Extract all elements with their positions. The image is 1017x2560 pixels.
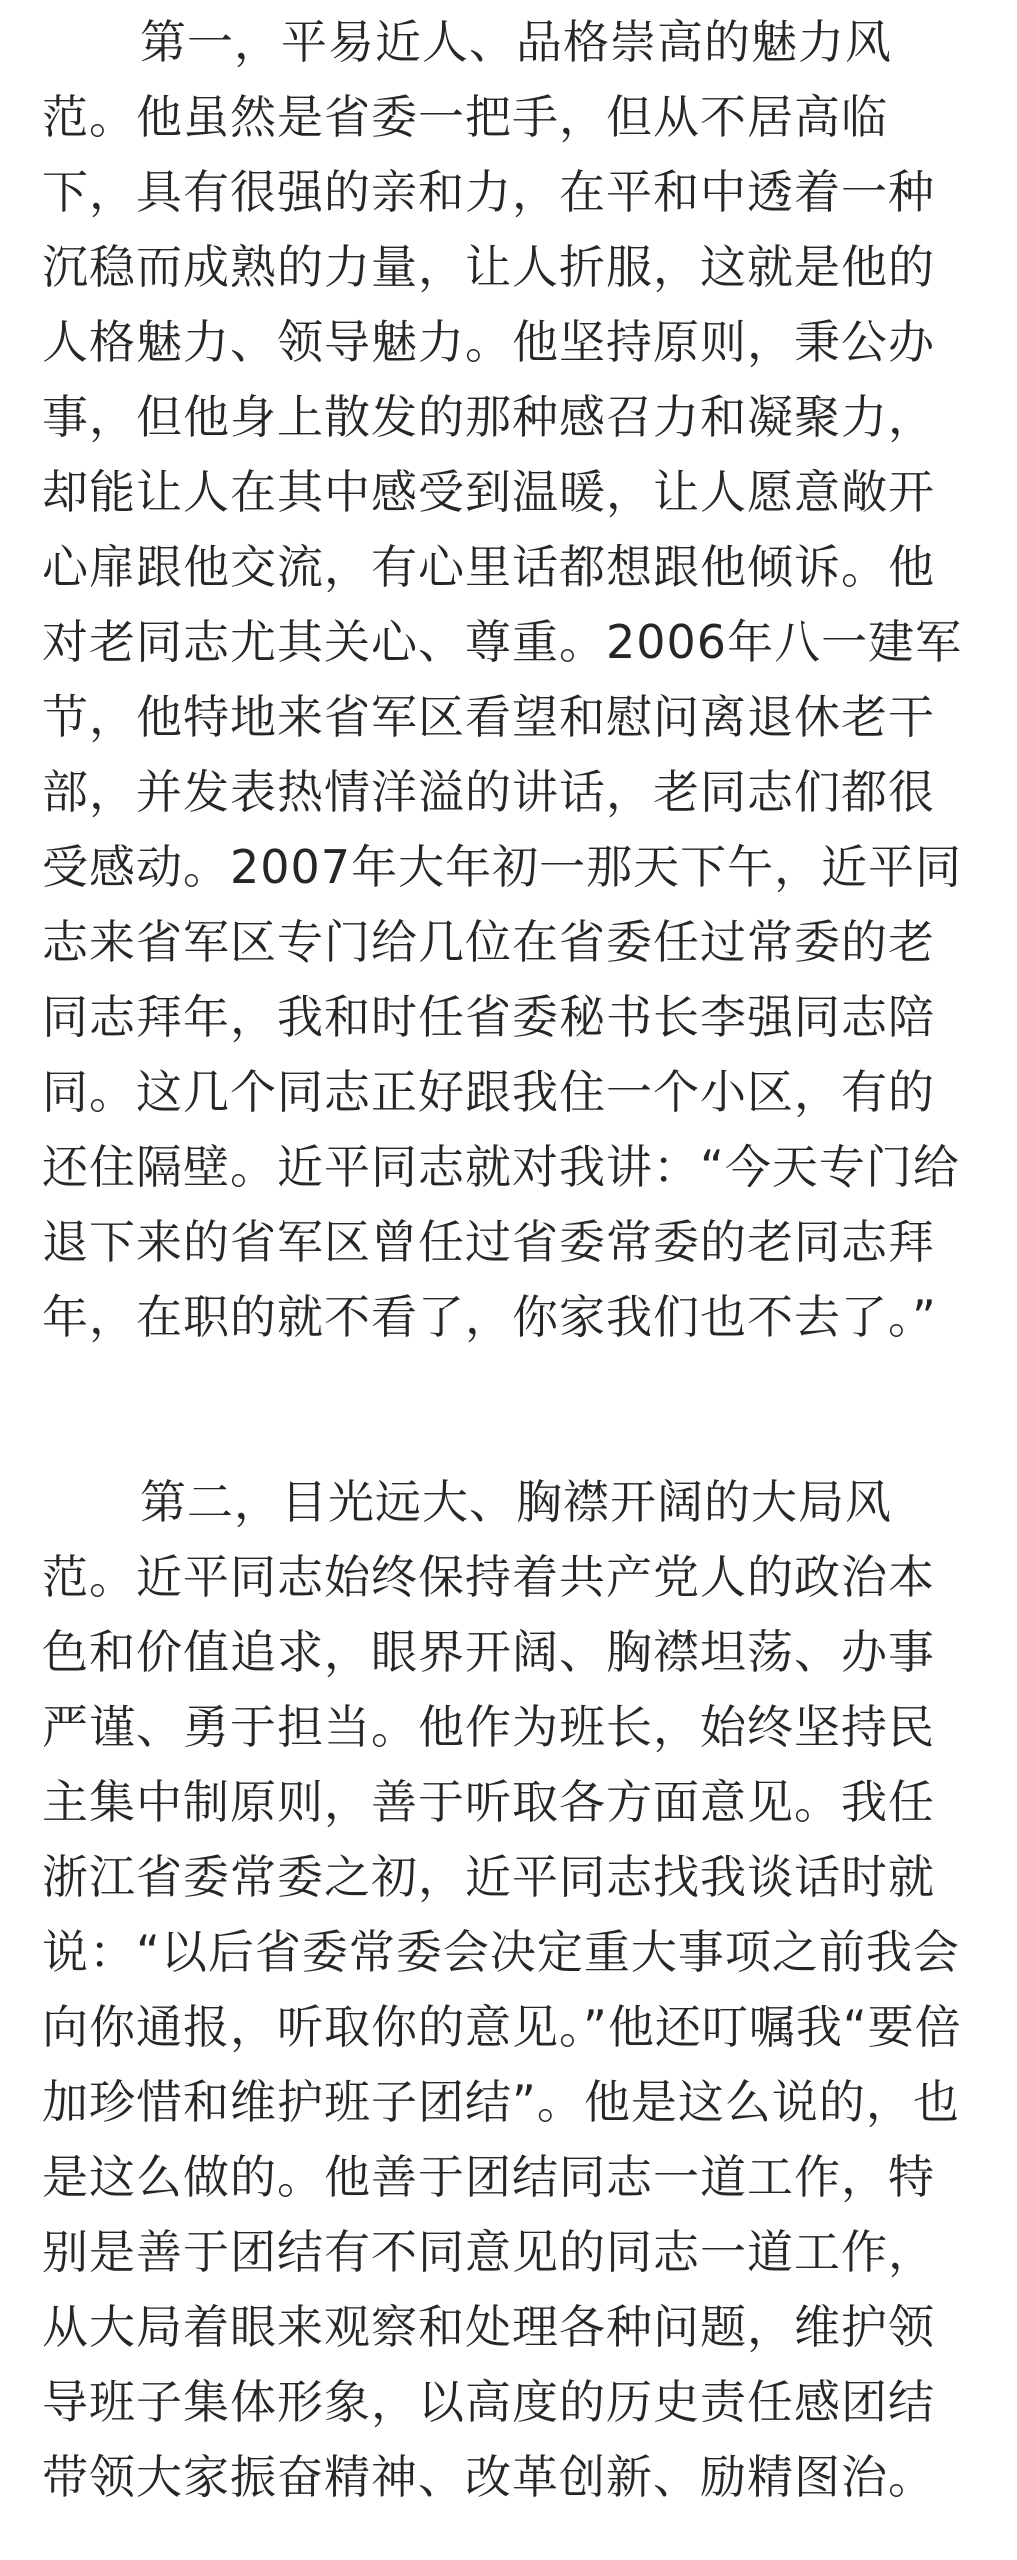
paragraph-line: 还住隔壁。近平同志就对我讲：“今天专门给	[42, 1140, 960, 1194]
paragraph-line: 带领大家振奋精神、改革创新、励精图治。	[42, 2450, 935, 2504]
paragraph-line: 是这么做的。他善于团结同志一道工作，特	[42, 2150, 935, 2204]
paragraph-line: 对老同志尤其关心、尊重。2006年八一建军	[42, 615, 963, 669]
paragraph-line: 心扉跟他交流，有心里话都想跟他倾诉。他	[42, 540, 935, 594]
paragraph-line: 导班子集体形象，以高度的历史责任感团结	[42, 2375, 935, 2429]
paragraph-line: 向你通报，听取你的意见。”他还叮嘱我“要倍	[42, 2000, 962, 2054]
paragraph-line: 色和价值追求，眼界开阔、胸襟坦荡、办事	[42, 1625, 935, 1679]
paragraph-line: 加珍惜和维护班子团结”。他是这么说的，也	[42, 2075, 960, 2129]
paragraph-line: 说：“以后省委常委会决定重大事项之前我会	[42, 1925, 960, 1979]
paragraph-line: 第一，平易近人、品格崇高的魅力风	[140, 15, 892, 69]
paragraph-line: 事，但他身上散发的那种感召力和凝聚力，	[42, 390, 935, 444]
paragraph-line: 部，并发表热情洋溢的讲话，老同志们都很	[42, 765, 935, 819]
paragraph-line: 范。近平同志始终保持着共产党人的政治本	[42, 1550, 935, 1604]
paragraph-line: 退下来的省军区曾任过省委常委的老同志拜	[42, 1215, 935, 1269]
paragraph-line: 年，在职的就不看了，你家我们也不去了。”	[42, 1290, 937, 1344]
paragraph-line: 严谨、勇于担当。他作为班长，始终坚持民	[42, 1700, 935, 1754]
paragraph-line: 同志拜年，我和时任省委秘书长李强同志陪	[42, 990, 935, 1044]
paragraph-line: 第二，目光远大、胸襟开阔的大局风	[140, 1475, 892, 1529]
paragraph-line: 受感动。2007年大年初一那天下午，近平同	[42, 840, 963, 894]
paragraph-line: 却能让人在其中感受到温暖，让人愿意敞开	[42, 465, 935, 519]
paragraph-line: 沉稳而成熟的力量，让人折服，这就是他的	[42, 240, 935, 294]
paragraph-line: 人格魅力、领导魅力。他坚持原则，秉公办	[42, 315, 935, 369]
paragraph-line: 从大局着眼来观察和处理各种问题，维护领	[42, 2300, 935, 2354]
paragraph-line: 范。他虽然是省委一把手，但从不居高临	[42, 90, 888, 144]
paragraph-line: 同。这几个同志正好跟我住一个小区，有的	[42, 1065, 935, 1119]
paragraph-line: 浙江省委常委之初，近平同志找我谈话时就	[42, 1850, 935, 1904]
paragraph-line: 主集中制原则，善于听取各方面意见。我任	[42, 1775, 935, 1829]
paragraph-line: 下，具有很强的亲和力，在平和中透着一种	[42, 165, 935, 219]
paragraph-line: 别是善于团结有不同意见的同志一道工作，	[42, 2225, 935, 2279]
paragraph-line: 志来省军区专门给几位在省委任过常委的老	[42, 915, 935, 969]
paragraph-line: 节，他特地来省军区看望和慰问离退休老干	[42, 690, 935, 744]
